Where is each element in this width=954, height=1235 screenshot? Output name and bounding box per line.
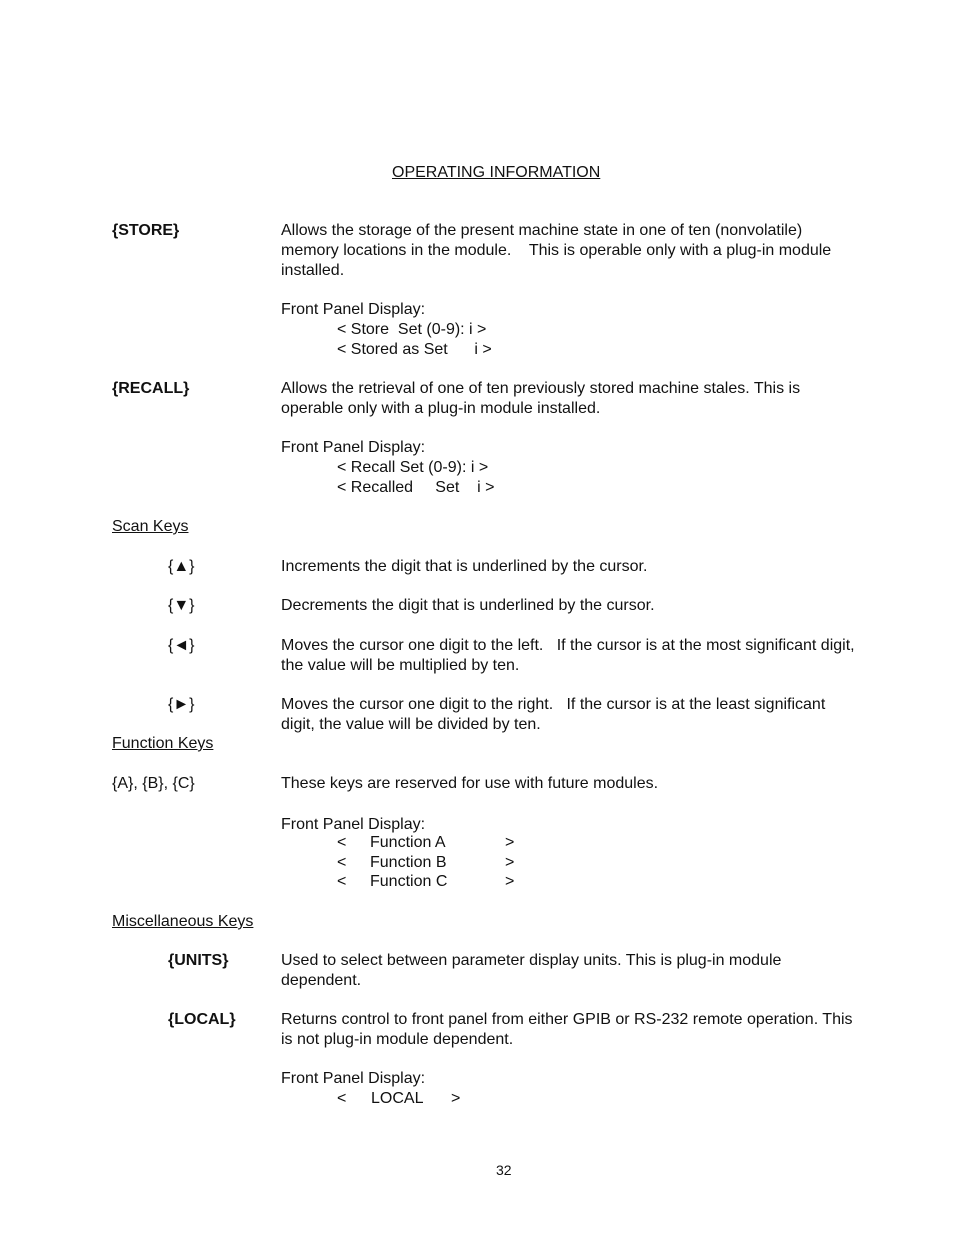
misc-keys-heading: Miscellaneous Keys bbox=[112, 913, 254, 930]
local-display-close: > bbox=[451, 1090, 461, 1107]
local-display-label: Front Panel Display: bbox=[281, 1070, 426, 1087]
recall-key-label: {RECALL} bbox=[112, 380, 190, 397]
recall-display-label: Front Panel Display: bbox=[281, 439, 426, 456]
local-desc-line: Returns control to front panel from either GPIB or RS-232 remote operation. This bbox=[281, 1011, 853, 1028]
local-desc-line: is not plug-in module dependent. bbox=[281, 1031, 514, 1048]
store-display-line: < Store Set (0-9): i > bbox=[337, 321, 487, 338]
store-display-label: Front Panel Display: bbox=[281, 301, 426, 318]
function-keys-desc: These keys are reserved for use with future modules. bbox=[281, 775, 659, 792]
function-display-open: < bbox=[337, 854, 347, 871]
local-display-text: LOCAL bbox=[371, 1090, 424, 1107]
function-display-close: > bbox=[505, 854, 515, 871]
scan-key-up-label: {▲} bbox=[168, 558, 195, 575]
store-desc-line: memory locations in the module. This is operable only with a plug-in module bbox=[281, 242, 832, 259]
scan-key-right-desc: Moves the cursor one digit to the right. If the cursor is at the least significant bbox=[281, 696, 826, 713]
scan-keys-heading: Scan Keys bbox=[112, 518, 189, 535]
page-number: 32 bbox=[496, 1162, 512, 1178]
scan-key-left-desc: the value will be multiplied by ten. bbox=[281, 657, 520, 674]
scan-key-right-desc: digit, the value will be divided by ten. bbox=[281, 716, 541, 733]
scan-key-left-desc: Moves the cursor one digit to the left. If the cursor is at the most significant digit, bbox=[281, 637, 855, 654]
store-display-line: < Stored as Set i > bbox=[337, 341, 492, 358]
recall-desc-line: operable only with a plug-in module installed. bbox=[281, 400, 601, 417]
units-desc-line: Used to select between parameter display units. This is plug-in module bbox=[281, 952, 782, 969]
function-keys-label: {A}, {B}, {C} bbox=[112, 775, 195, 792]
store-desc-line: installed. bbox=[281, 262, 345, 279]
function-display-close: > bbox=[505, 873, 515, 890]
function-display-open: < bbox=[337, 873, 347, 890]
recall-desc-line: Allows the retrieval of one of ten previously stored machine stales. This is bbox=[281, 380, 801, 397]
store-key-label: {STORE} bbox=[112, 222, 180, 239]
page-title: OPERATING INFORMATION bbox=[392, 164, 601, 181]
local-display-open: < bbox=[337, 1090, 347, 1107]
local-key-label: {LOCAL} bbox=[168, 1011, 236, 1028]
scan-key-down-label: {▼} bbox=[168, 597, 195, 614]
function-display-text: Function B bbox=[370, 854, 447, 871]
function-display-text: Function A bbox=[370, 834, 446, 851]
function-display-open: < bbox=[337, 834, 347, 851]
scan-key-up-desc: Increments the digit that is underlined by the cursor. bbox=[281, 558, 648, 575]
function-display-text: Function C bbox=[370, 873, 448, 890]
function-keys-heading: Function Keys bbox=[112, 735, 214, 752]
function-display-label: Front Panel Display: bbox=[281, 816, 426, 833]
scan-key-right-label: {►} bbox=[168, 696, 195, 713]
store-desc-line: Allows the storage of the present machine state in one of ten (nonvolatile) bbox=[281, 222, 803, 239]
recall-display-line: < Recall Set (0-9): i > bbox=[337, 459, 489, 476]
scan-key-left-label: {◄} bbox=[168, 637, 195, 654]
function-display-close: > bbox=[505, 834, 515, 851]
recall-display-line: < Recalled Set i > bbox=[337, 479, 495, 496]
units-desc-line: dependent. bbox=[281, 972, 362, 989]
units-key-label: {UNITS} bbox=[168, 952, 229, 969]
scan-key-down-desc: Decrements the digit that is underlined by the cursor. bbox=[281, 597, 655, 614]
